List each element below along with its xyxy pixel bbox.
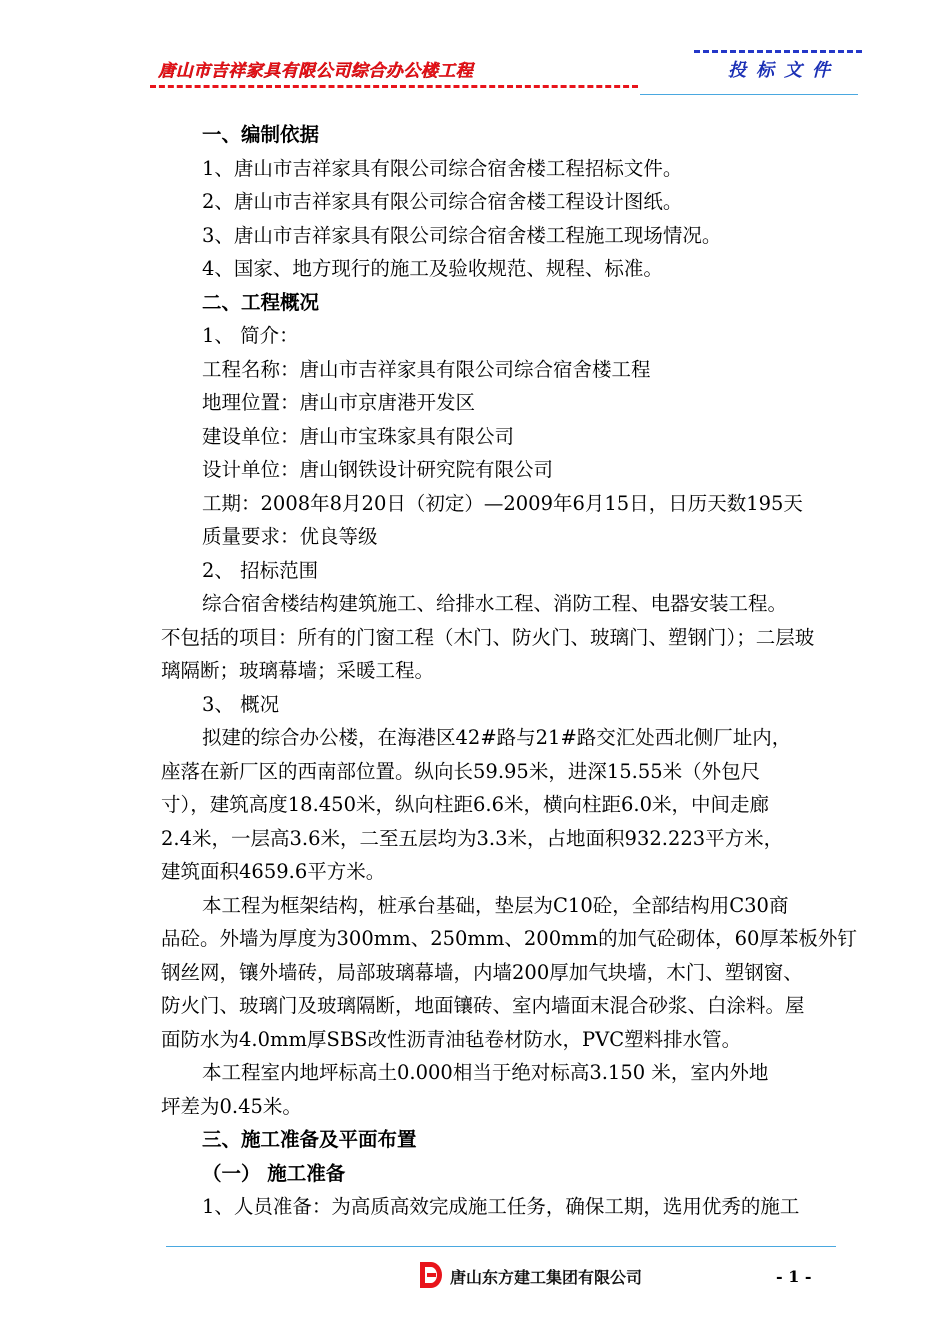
paragraph-continuation-line: 座落在新厂区的西南部位置。纵向长59.95米，进深15.55米（外包尺 — [161, 759, 761, 783]
paragraph-line: 1、 简介： — [202, 324, 299, 347]
paragraph-continuation-line: 坪差为0.45米。 — [161, 1094, 302, 1118]
paragraph-continuation-line: 2.4米，一层高3.6米，二至五层均为3.3米，占地面积932.223平方米， — [161, 826, 784, 850]
paragraph-line: 本工程为框架结构，桩承台基础，垫层为C10砼，全部结构用C30商 — [202, 893, 789, 917]
header-title: 唐山市吉祥家具有限公司综合办公楼工程 — [158, 61, 473, 81]
paragraph-line: 建设单位：唐山市宝珠家具有限公司 — [202, 424, 515, 448]
header-red-dashed-rule — [150, 85, 638, 88]
paragraph-line: 工期：2008年8月20日（初定）—2009年6月15日，日历天数195天 — [202, 491, 803, 515]
paragraph-line: 综合宿舍楼结构建筑施工、给排水工程、消防工程、电器安装工程。 — [202, 592, 788, 615]
document-body — [161, 118, 855, 1224]
footer-company-name: 唐山东方建工集团有限公司 — [450, 1268, 643, 1287]
paragraph-line: 2、 招标范围 — [202, 558, 319, 582]
paragraph-continuation-line: 品砼。外墙为厚度为300mm、250mm、200mm的加气砼砌体，60厚苯板外钉 — [161, 927, 857, 950]
paragraph-line: 质量要求：优良等级 — [202, 525, 378, 548]
paragraph-line: 4、国家、地方现行的施工及验收规范、规程、标准。 — [202, 257, 663, 280]
paragraph-line: 1、人员准备：为高质高效完成施工任务，确保工期，选用优秀的施工 — [202, 1195, 800, 1218]
section-heading: 三、施工准备及平面布置 — [202, 1128, 417, 1151]
paragraph-continuation-line: 防火门、玻璃门及玻璃隔断，地面镶砖、室内墙面末混合砂浆、白涂料。屋 — [161, 994, 805, 1017]
paragraph-continuation-line: 钢丝网，镶外墙砖，局部玻璃幕墙，内墙200厚加气块墙，木门、塑钢窗、 — [161, 960, 803, 984]
paragraph-line: 3、唐山市吉祥家具有限公司综合宿舍楼工程施工现场情况。 — [202, 223, 722, 247]
paragraph-line: 1、唐山市吉祥家具有限公司综合宿舍楼工程招标文件。 — [202, 156, 683, 180]
header-document-type: 投标文件 — [728, 60, 840, 81]
paragraph-line: 本工程室内地坪标高土0.000相当于绝对标高3.150 米，室内外地 — [202, 1061, 769, 1084]
header-blue-dashed-rule — [694, 50, 862, 53]
paragraph-continuation-line: 建筑面积4659.6平方米。 — [161, 860, 386, 883]
paragraph-continuation-line: 不包括的项目：所有的门窗工程（木门、防火门、玻璃门、塑钢门）；二层玻 — [161, 625, 815, 649]
paragraph-line: 地理位置：唐山市京唐港开发区 — [202, 391, 476, 414]
page-number: - 1 - — [776, 1267, 812, 1286]
paragraph-line: 工程名称：唐山市吉祥家具有限公司综合宿舍楼工程 — [202, 357, 651, 381]
section-heading: 一、编制依据 — [202, 123, 320, 146]
paragraph-line: 拟建的综合办公楼，在海港区42#路与21#路交汇处西北侧厂址内， — [202, 726, 792, 749]
section-heading: （一） 施工准备 — [202, 1161, 346, 1185]
paragraph-line: 2、唐山市吉祥家具有限公司综合宿舍楼工程设计图纸。 — [202, 190, 683, 213]
header-thin-rule — [640, 94, 858, 95]
paragraph-line: 设计单位：唐山钢铁设计研究院有限公司 — [202, 458, 554, 481]
paragraph-line: 3、 概况 — [202, 692, 280, 716]
paragraph-continuation-line: 寸），建筑高度18.450米，纵向柱距6.6米，横向柱距6.0米，中间走廊 — [161, 793, 770, 816]
paragraph-continuation-line: 璃隔断；玻璃幕墙；采暖工程。 — [161, 659, 435, 682]
footer-rule — [166, 1246, 836, 1247]
company-logo-icon — [420, 1262, 442, 1288]
paragraph-continuation-line: 面防水为4.0mm厚SBS改性沥青油毡卷材防水，PVC塑料排水管。 — [161, 1027, 742, 1051]
section-heading: 二、工程概况 — [202, 290, 320, 314]
